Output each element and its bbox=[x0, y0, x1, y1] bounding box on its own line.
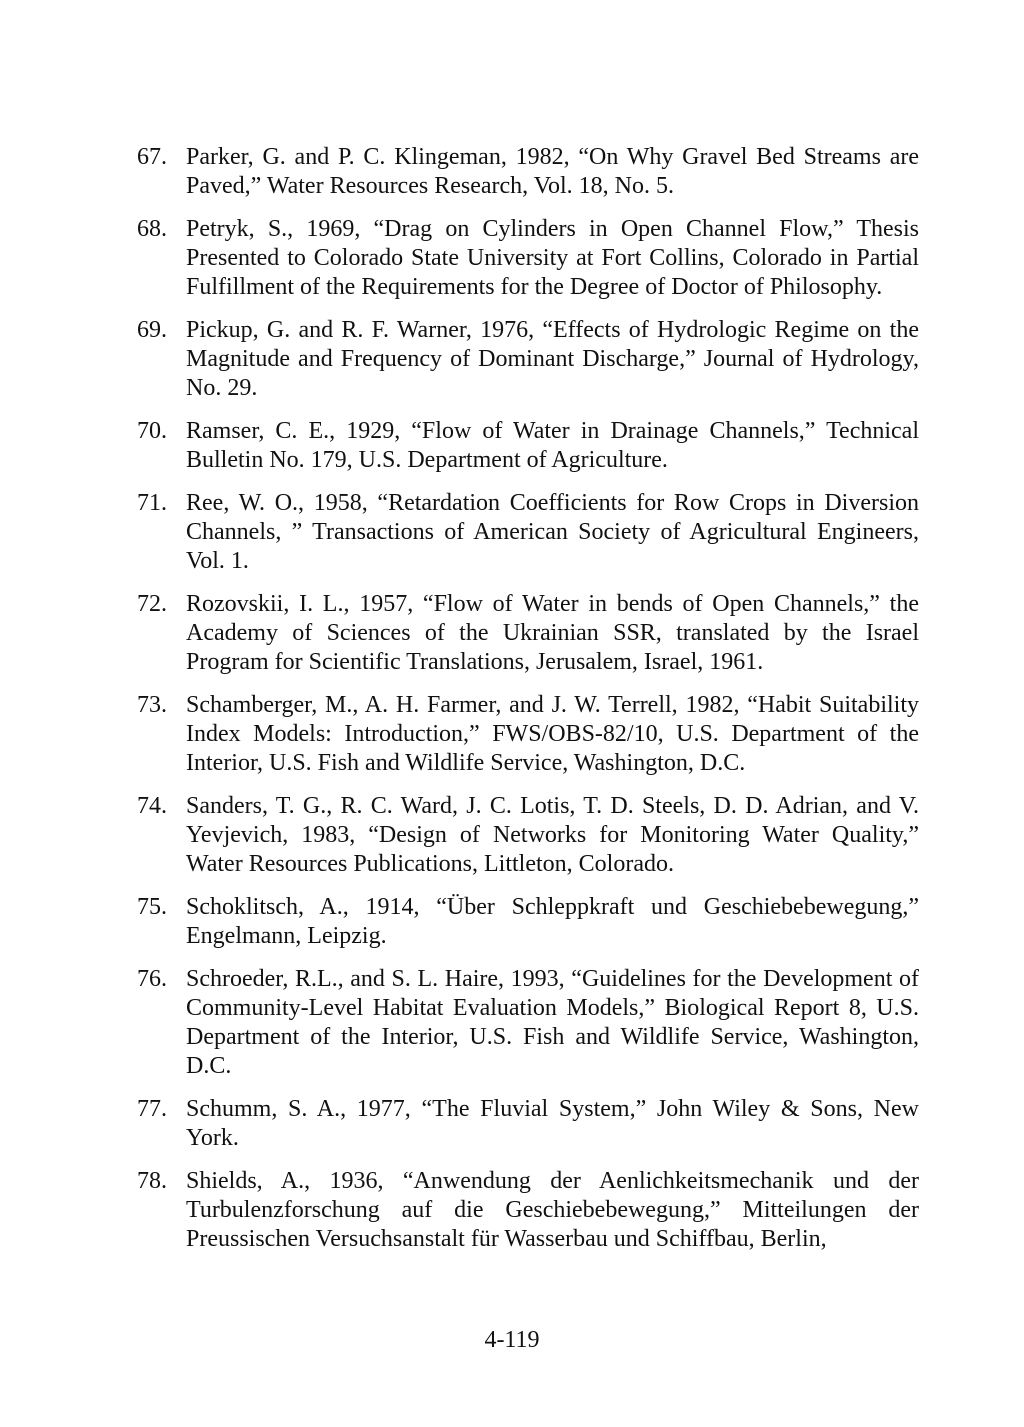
reference-number: 77. bbox=[137, 1096, 167, 1122]
reference-item bbox=[137, 489, 919, 576]
reference-item bbox=[137, 1167, 919, 1254]
reference-number: 74. bbox=[137, 793, 167, 819]
reference-item bbox=[137, 965, 919, 1081]
reference-number: 69. bbox=[137, 317, 167, 343]
reference-text: Rozovskii, I. L., 1957, “Flow of Water in bends of Open Channels,” the Academy of Sciences of the Ukrainian SSR, translated by the Israel Program for Scientific Translations, Jerusalem, Israel, 1961. bbox=[186, 591, 919, 675]
reference-number: 75. bbox=[137, 894, 167, 920]
reference-text: Sanders, T. G., R. C. Ward, J. C. Lotis, T. D. Steels, D. D. Adrian, and V. Yevjevich, 1983, “Design of Networks for Monitoring Water Quality,” Water Resources Publications, Littleton, Colorado. bbox=[186, 793, 919, 877]
reference-number: 68. bbox=[137, 216, 167, 242]
reference-number: 76. bbox=[137, 966, 167, 992]
reference-text: Pickup, G. and R. F. Warner, 1976, “Effects of Hydrologic Regime on the Magnitude and Frequency of Dominant Discharge,” Journal of Hydrology, No. 29. bbox=[186, 317, 919, 401]
reference-item bbox=[137, 893, 919, 951]
reference-number: 71. bbox=[137, 490, 167, 516]
reference-item bbox=[137, 143, 919, 201]
reference-item bbox=[137, 215, 919, 302]
reference-number: 72. bbox=[137, 591, 167, 617]
reference-text: Schroeder, R.L., and S. L. Haire, 1993, “Guidelines for the Development of Community-Level Habitat Evaluation Models,” Biological Report 8, U.S. Department of the Interior, U.S. Fish and Wildlife Service, Washington, D.C. bbox=[186, 966, 919, 1079]
reference-text: Petryk, S., 1969, “Drag on Cylinders in Open Channel Flow,” Thesis Presented to Colorado State University at Fort Collins, Colorado in Partial Fulfillment of the Requirements for the Degree of Doctor of Philosophy. bbox=[186, 216, 919, 300]
reference-text: Shields, A., 1936, “Anwendung der Aenlichkeitsmechanik und der Turbulenzforschung auf die Geschiebebewegung,” Mitteilungen der Preussischen Versuchsanstalt für Wasserbau und Schiffbau, Berlin, bbox=[186, 1168, 919, 1252]
reference-item bbox=[137, 316, 919, 403]
reference-item bbox=[137, 590, 919, 677]
reference-text: Parker, G. and P. C. Klingeman, 1982, “On Why Gravel Bed Streams are Paved,” Water Resources Research, Vol. 18, No. 5. bbox=[186, 144, 919, 199]
reference-item bbox=[137, 792, 919, 879]
reference-number: 67. bbox=[137, 144, 167, 170]
reference-text: Schamberger, M., A. H. Farmer, and J. W. Terrell, 1982, “Habit Suitability Index Models: Introduction,” FWS/OBS-82/10, U.S. Department of the Interior, U.S. Fish and Wildlife Service, Washington, D.C. bbox=[186, 692, 919, 776]
reference-number: 78. bbox=[137, 1168, 167, 1194]
reference-text: Ramser, C. E., 1929, “Flow of Water in Drainage Channels,” Technical Bulletin No. 179, U.S. Department of Agriculture. bbox=[186, 418, 919, 473]
reference-list bbox=[137, 143, 919, 1268]
reference-item bbox=[137, 417, 919, 475]
page-number: 4-119 bbox=[484, 1327, 540, 1353]
reference-text: Schumm, S. A., 1977, “The Fluvial System,” John Wiley & Sons, New York. bbox=[186, 1096, 919, 1151]
reference-number: 70. bbox=[137, 418, 167, 444]
reference-number: 73. bbox=[137, 692, 167, 718]
reference-item bbox=[137, 1095, 919, 1153]
reference-item bbox=[137, 691, 919, 778]
reference-text: Ree, W. O., 1958, “Retardation Coefficients for Row Crops in Diversion Channels, ” Transactions of American Society of Agricultural Engineers, Vol. 1. bbox=[186, 490, 919, 574]
reference-text: Schoklitsch, A., 1914, “Über Schleppkraft und Geschiebebewegung,” Engelmann, Leipzig. bbox=[186, 894, 919, 949]
